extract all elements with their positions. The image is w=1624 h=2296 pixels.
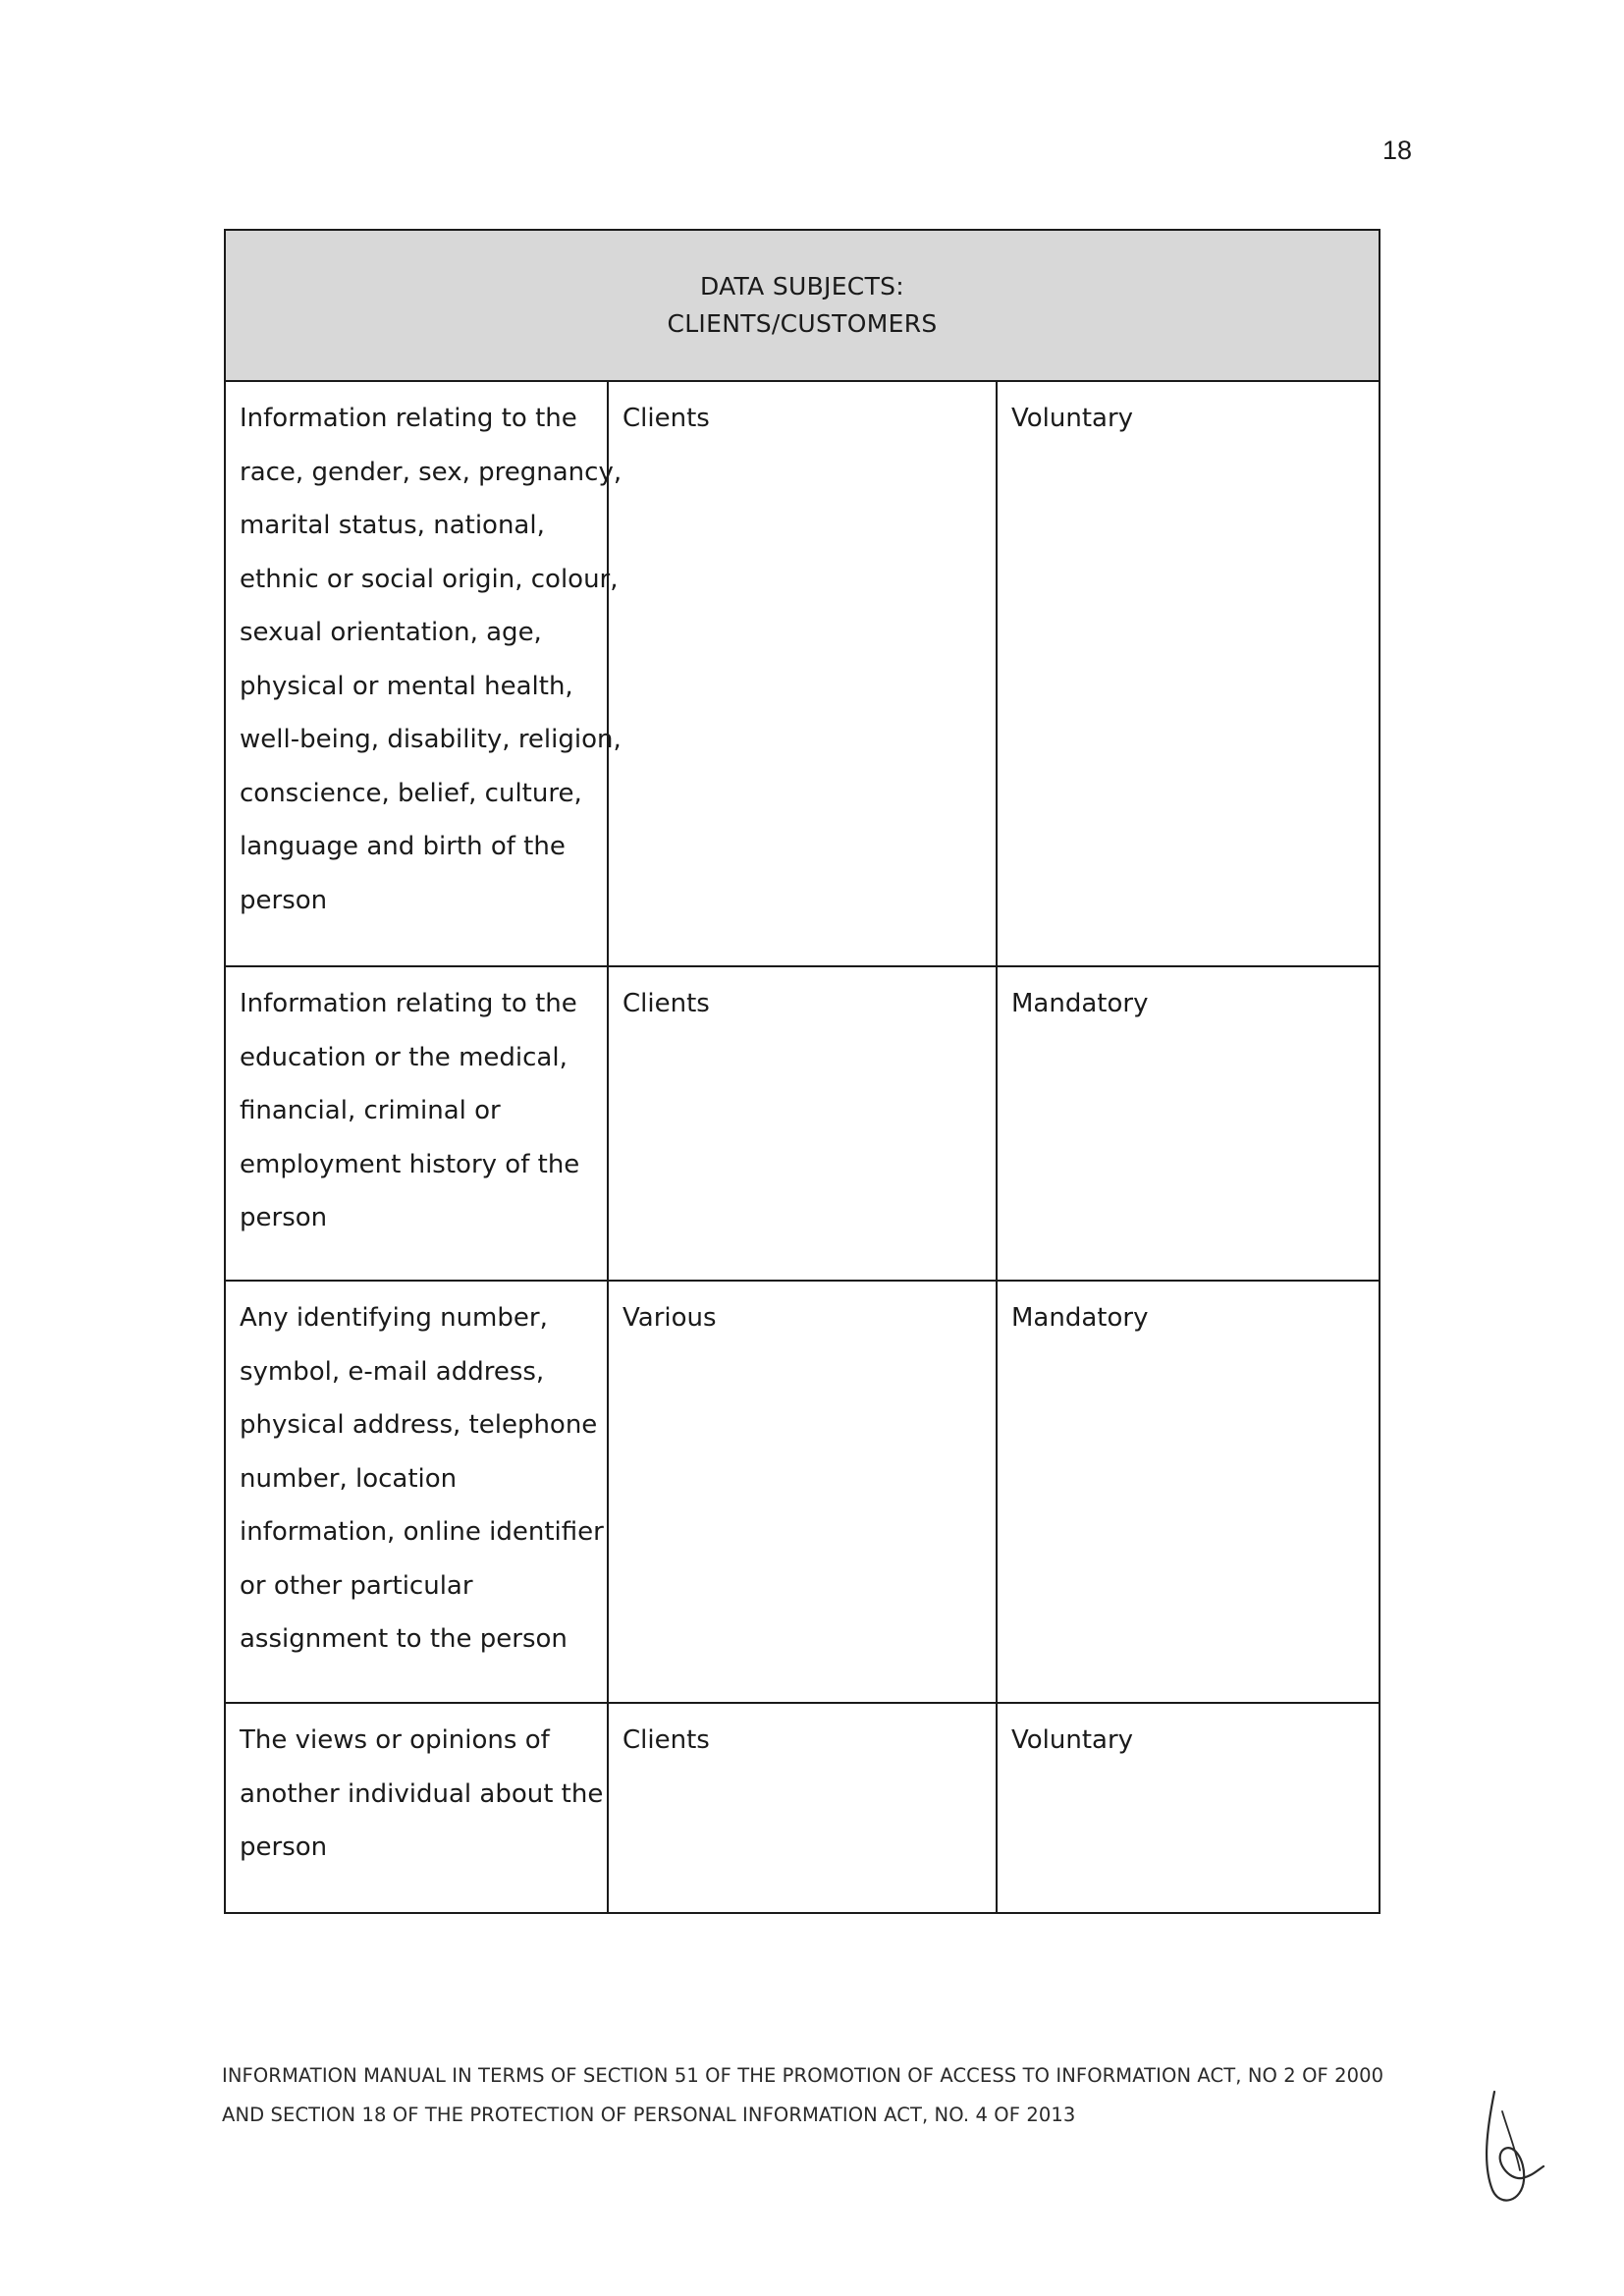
information-category-cell: [226, 967, 609, 1280]
category-line: conscience, belief, culture,: [240, 778, 582, 808]
data-subject-cell: Clients: [609, 967, 998, 1280]
status-cell: Voluntary: [1011, 404, 1134, 433]
category-line: well-being, disability, religion,: [240, 725, 622, 754]
category-line: financial, criminal or: [240, 1096, 501, 1125]
handwritten-initials-signature: [1473, 2072, 1551, 2210]
information-category-cell: [226, 382, 623, 965]
category-line: physical address, telephone: [240, 1410, 598, 1440]
footer-line: AND SECTION 18 OF THE PROTECTION OF PERSONAL INFORMATION ACT, NO. 4 OF 2013: [222, 2104, 1076, 2126]
table-header-title: DATA SUBJECTS:: [699, 272, 905, 301]
category-line: person: [240, 885, 328, 915]
table-row: [226, 1282, 1379, 1704]
category-line: physical or mental health,: [240, 671, 573, 701]
category-line: The views or opinions of: [240, 1725, 550, 1755]
table-row: [226, 382, 1379, 967]
status-cell: Mandatory: [1011, 1303, 1149, 1333]
category-line: ethnic or social origin, colour,: [240, 564, 619, 594]
category-line: marital status, national,: [240, 511, 545, 540]
category-line: or other particular: [240, 1570, 473, 1601]
table-header: [226, 231, 1379, 382]
page-number: 18: [1382, 136, 1413, 165]
information-category-cell: [226, 1704, 609, 1912]
footer-line: INFORMATION MANUAL IN TERMS OF SECTION 51 OF THE PROMOTION OF ACCESS TO INFORMATION ACT, NO 2 OF 2000: [222, 2064, 1384, 2087]
category-line: race, gender, sex, pregnancy,: [240, 457, 623, 487]
data-subjects-table: [224, 229, 1380, 1914]
status-cell: Mandatory: [1011, 989, 1149, 1018]
category-line: education or the medical,: [240, 1042, 568, 1072]
category-line: language and birth of the: [240, 832, 566, 861]
category-line: employment history of the: [240, 1149, 580, 1179]
page-footer: [222, 2056, 1383, 2135]
category-line: Any identifying number,: [240, 1303, 548, 1333]
category-line: another individual about the: [240, 1778, 604, 1809]
category-line: information, online identifier: [240, 1517, 604, 1547]
category-line: person: [240, 1203, 328, 1232]
table-header-subtitle: CLIENTS/CUSTOMERS: [667, 309, 938, 338]
category-line: number, location: [240, 1463, 458, 1494]
category-line: symbol, e-mail address,: [240, 1356, 545, 1387]
table-row: [226, 967, 1379, 1282]
category-line: Information relating to the: [240, 989, 577, 1018]
category-line: person: [240, 1832, 328, 1862]
status-cell: Voluntary: [1011, 1725, 1134, 1755]
data-subject-cell: Clients: [609, 382, 998, 965]
table-row: [226, 1704, 1379, 1912]
data-subject-cell: Clients: [609, 1704, 998, 1912]
information-category-cell: [226, 1282, 609, 1702]
category-line: assignment to the person: [240, 1624, 568, 1654]
category-line: sexual orientation, age,: [240, 618, 542, 647]
category-line: Information relating to the: [240, 404, 577, 433]
data-subject-cell: Various: [609, 1282, 998, 1702]
